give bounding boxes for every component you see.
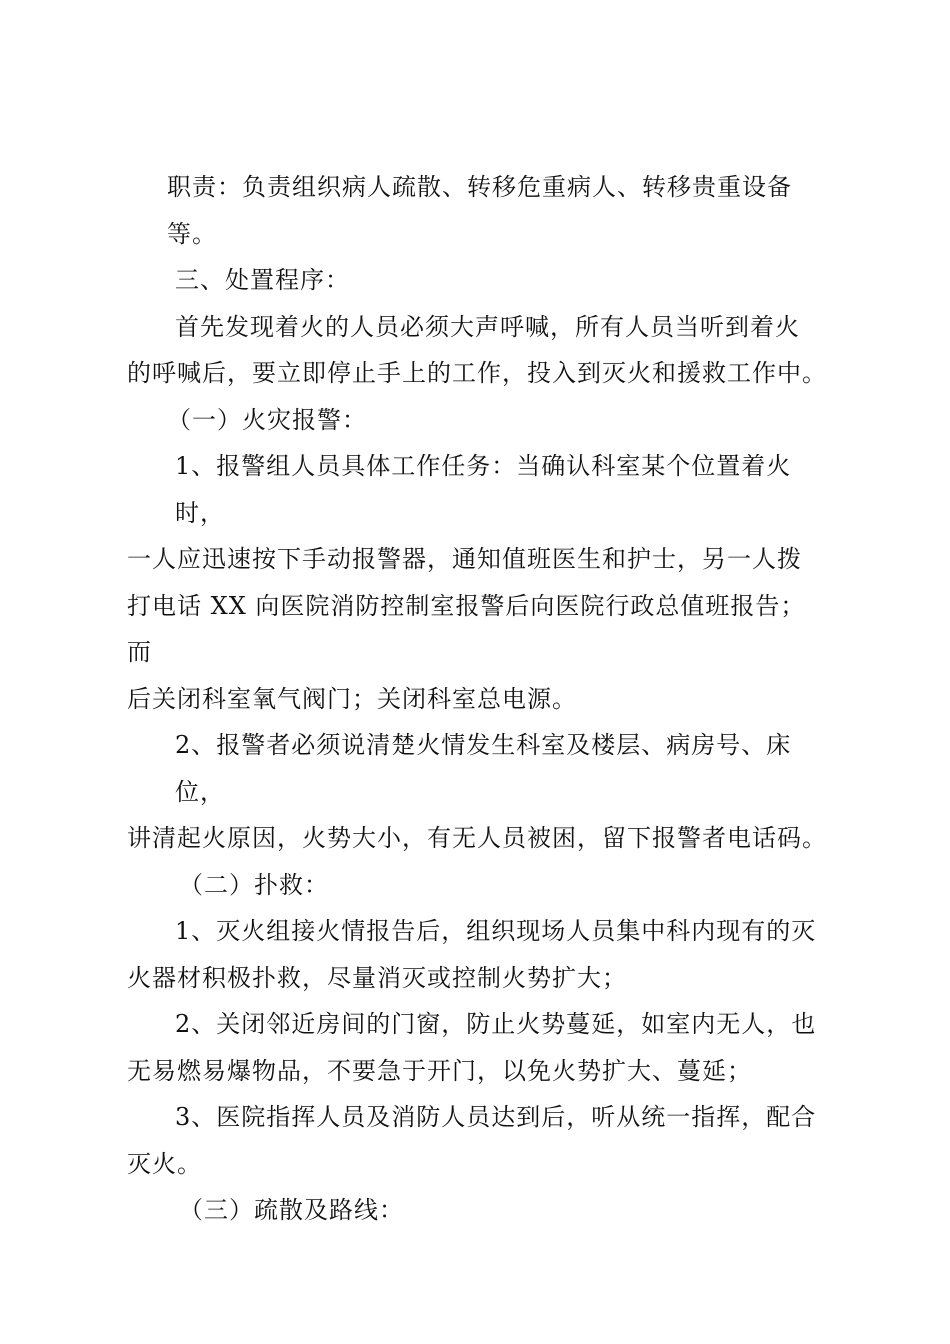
text-line: 后关闭科室氧气阀门；关闭科室总电源。 xyxy=(127,684,577,713)
text-line: 1、报警组人员具体工作任务：当确认科室某个位置着火时， xyxy=(175,452,792,527)
text-line: （一）火灾报警： xyxy=(167,405,367,434)
subheading-rescue xyxy=(127,862,827,909)
paragraph-alarm-1 xyxy=(127,443,827,722)
text-line: 打电话 XX 向医院消防控制室报警后向医院行政总值班报告；而 xyxy=(127,591,806,666)
text-line: 1、灭火组接火情报告后，组织现场人员集中科内现有的灭 xyxy=(175,917,817,945)
text-line: 3、医院指挥人员及消防人员达到后，听从统一指挥，配合 xyxy=(175,1103,817,1131)
text-line: （三）疏散及路线： xyxy=(179,1196,404,1224)
text-line: （二）扑救： xyxy=(179,870,329,899)
text-line: 讲清起火原因，火势大小，有无人员被困，留下报警者电话码。 xyxy=(127,824,827,852)
text-line: 的呼喊后，要立即停止手上的工作，投入到灭火和援救工作中。 xyxy=(127,359,827,387)
text-line: 火器材积极扑救，尽量消灭或控制火势扩大； xyxy=(127,963,627,992)
text-line: 一人应迅速按下手动报警器，通知值班医生和护士，另一人拨 xyxy=(127,545,802,573)
text-line: 三、处置程序： xyxy=(175,266,350,294)
paragraph-duty xyxy=(127,164,827,257)
subheading-fire-alarm xyxy=(127,397,827,444)
paragraph-rescue-1 xyxy=(127,908,827,1001)
text-line: 无易燃易爆物品，不要急于开门，以免火势扩大、蔓延； xyxy=(127,1056,752,1085)
section-heading-3 xyxy=(127,257,827,304)
document-body xyxy=(127,164,827,1234)
paragraph-rescue-2 xyxy=(127,1001,827,1094)
text-line: 2、报警者必须说清楚火情发生科室及楼层、病房号、床位， xyxy=(175,731,792,806)
subheading-evacuation xyxy=(127,1187,827,1234)
text-line: 首先发现着火的人员必须大声呼喊，所有人员当听到着火 xyxy=(175,312,800,341)
text-line: 灭火。 xyxy=(127,1149,202,1178)
paragraph-rescue-3 xyxy=(127,1094,827,1187)
text-line: 2、关闭邻近房间的门窗，防止火势蔓延，如室内无人，也 xyxy=(175,1010,817,1038)
paragraph-intro xyxy=(127,304,827,397)
text-line: 职责：负责组织病人疏散、转移危重病人、转移贵重设备等。 xyxy=(167,173,792,248)
paragraph-alarm-2 xyxy=(127,722,827,862)
